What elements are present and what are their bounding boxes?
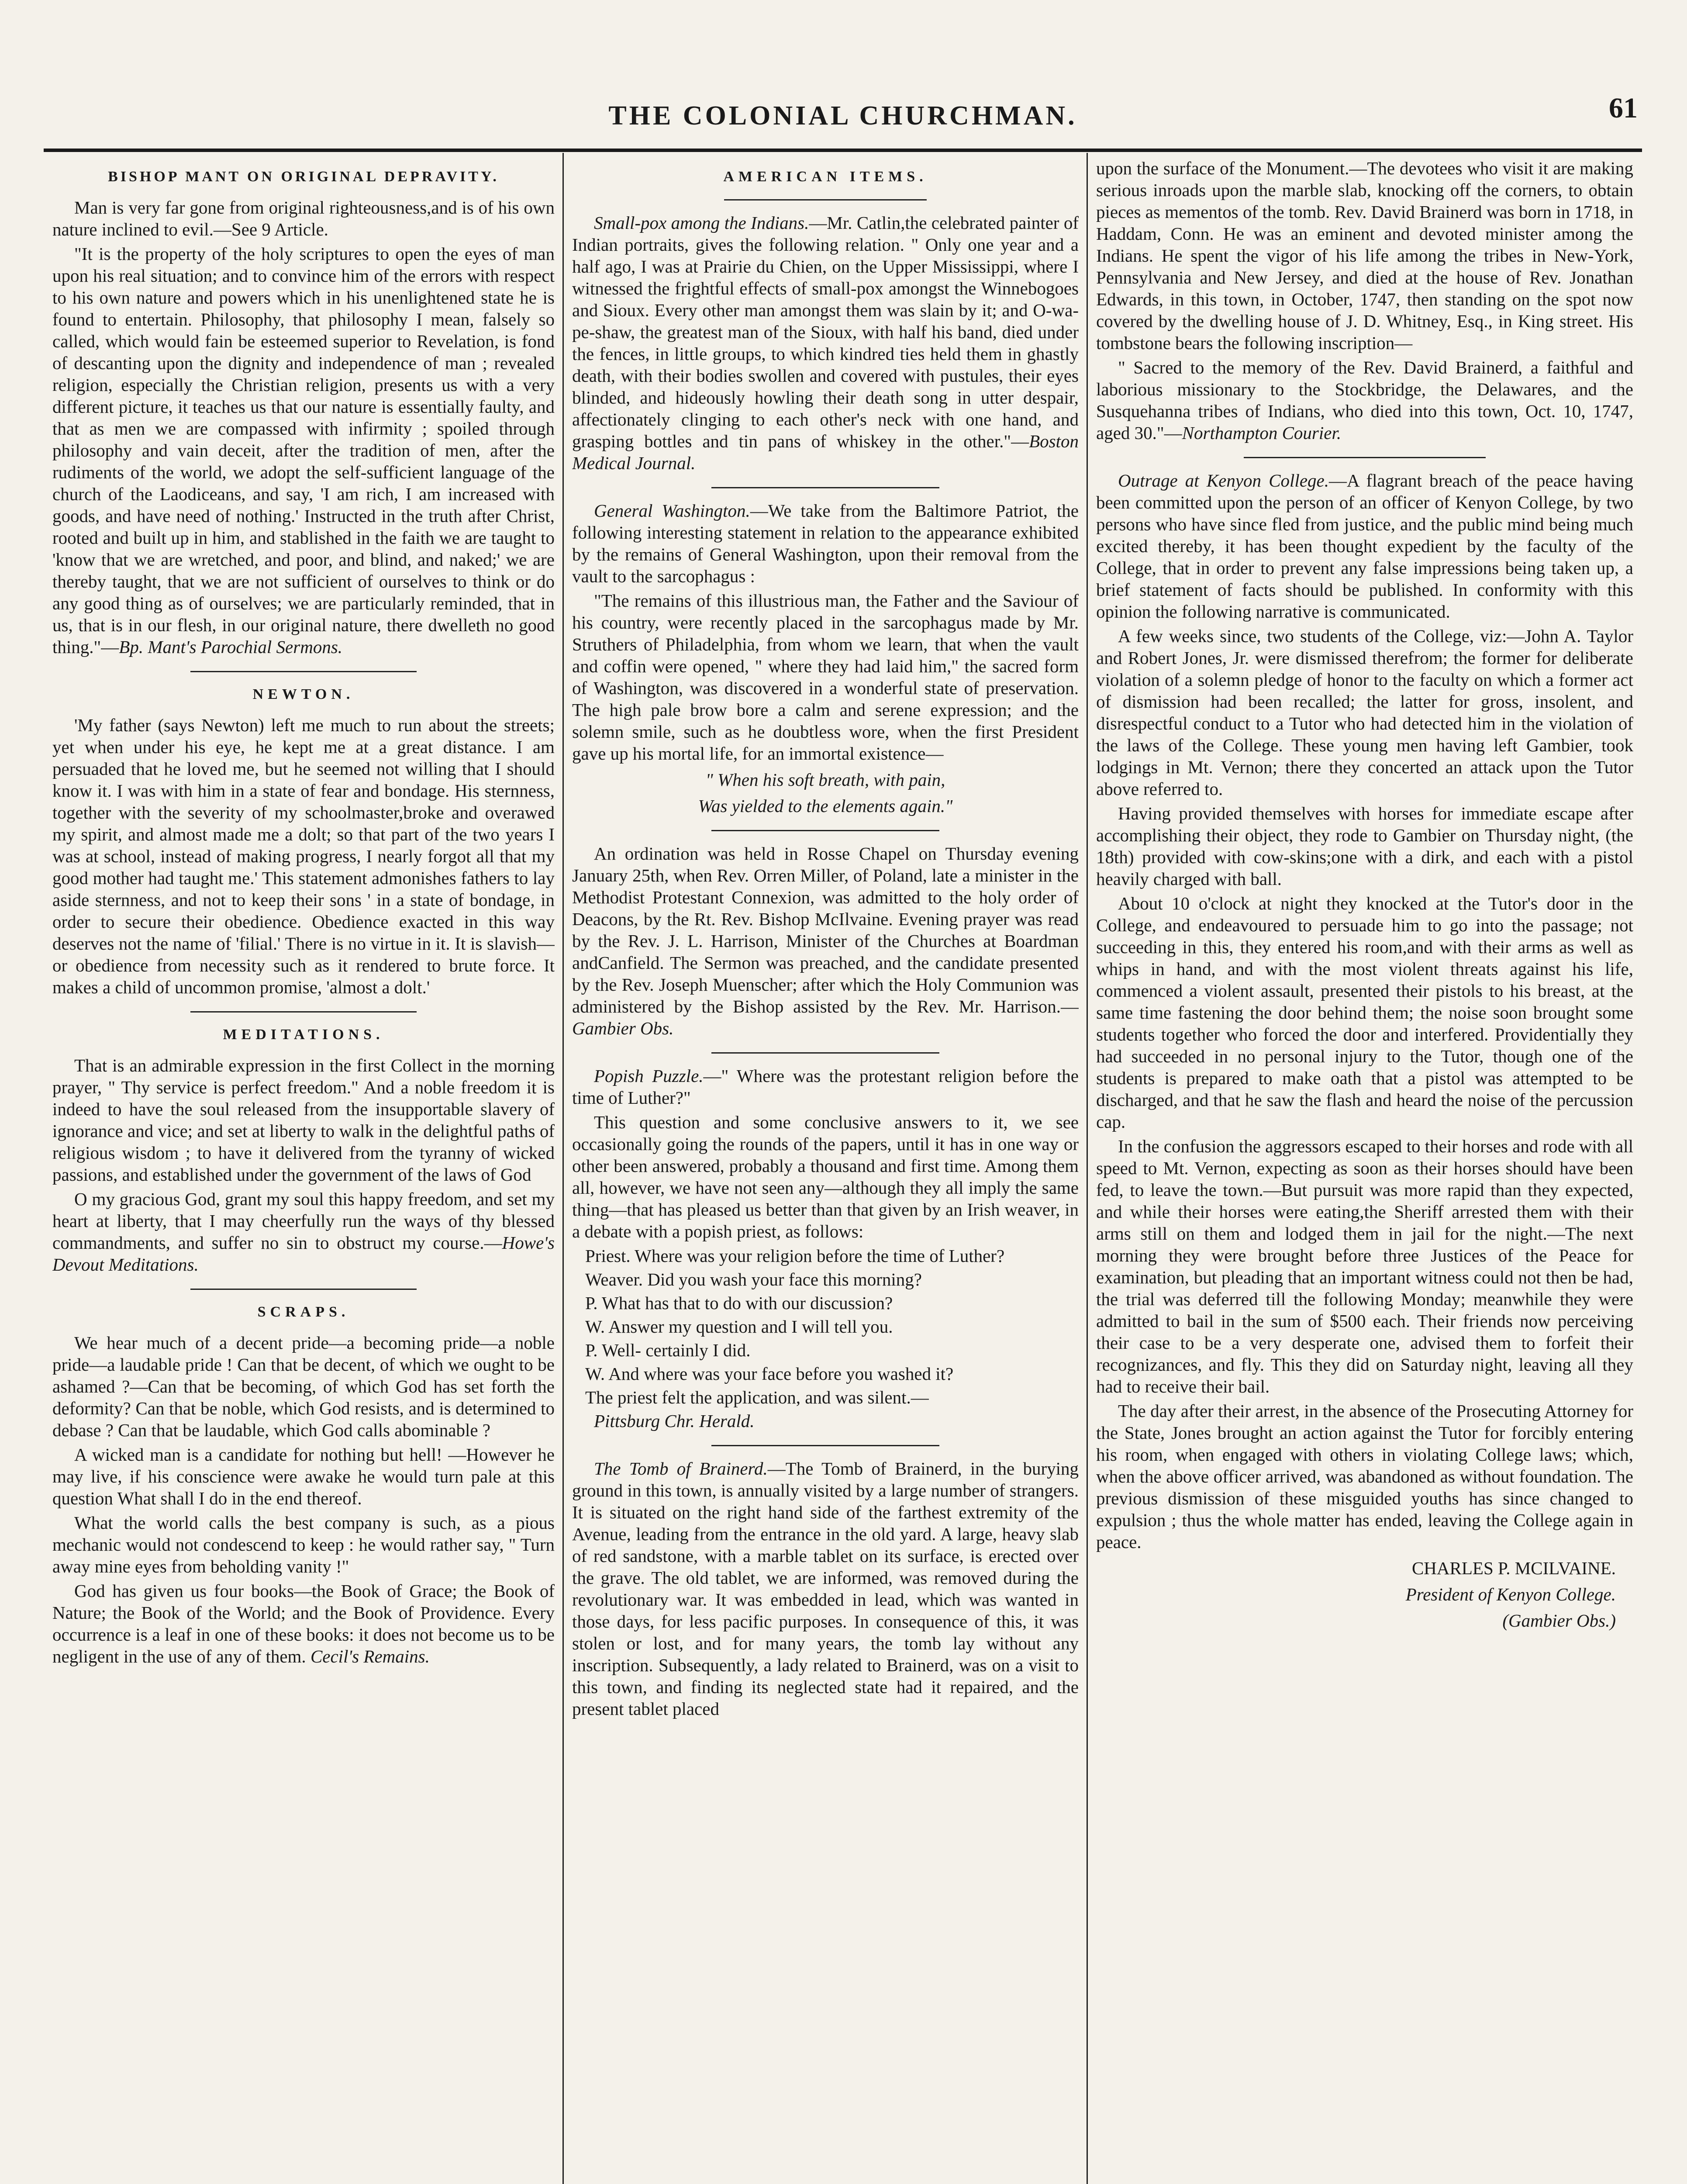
paragraph-text: —" Where was the protestant religion before the time of Luther?" [572,1066,1079,1108]
paragraph-text: —We take from the Baltimore Patriot, the following interesting statement in relation to the appearance exhibited by the remains of General Washington, upon their removal from the vault to the sarcophagus : [572,501,1079,586]
column-3 [1096,157,1633,2184]
article-lead: Small-pox among the Indians. [594,213,809,233]
divider [724,199,927,200]
dialogue-line: W. And where was your face before you washed it? [585,1364,954,1384]
signature-name: CHARLES P. MCILVAINE. [1411,1558,1616,1578]
article-newton [52,684,555,998]
attribution: Pittsburg Chr. Herald. [594,1411,755,1431]
paragraph-text: "It is the property of the holy scriptures to open the eyes of man upon his real situation; and to convince him of the errors with respect to his own nature and powers which in his unenlightened state he is found to entertain. Philosophy, that philosophy I mean, falsely so called, which would fain be esteemed superior to Revelation, is fond of descanting upon the dignity and independence of man ; revealed religion, especially the Christian religion, presents us with a very different picture, it teaches us that our nature is essentially faulty, and that as men we are compassed with infirmity ; spoiled through philosophy and vain deceit, after the tradition of men, after the rudiments of the world, we adopt the self-sufficient language of the church of the Laodiceans, and say, 'I am rich, I am increased with goods, and have need of nothing.' Instructed in the truth after Christ, rooted and built up in him, and stablished in the faith we are taught to 'know that we are wretched, and poor, and blind, and naked;' we are thereby taught, that we are not sufficient of ourselves to think or do any good thing as of ourselves; we are particularly reminded, that in us, that is in our flesh, in our original nature, there dwelleth no good thing."— [52,244,555,657]
article-paragraph: What the world calls the best company is such, as a pious mechanic would not condescend to keep : he would rather say, " Turn away mine eyes from beholding vanity !" [52,1513,555,1576]
article-paragraph: 'My father (says Newton) left me much to run about the streets; yet when under his eye, he kept me at a great distance. I am persuaded that he loved me, but he seemed not willing that I should know it. I was with him in a state of fear and bondage. His sternness, together with the severity of my schoolmaster,broke and overawed my spirit, and almost made me a dolt; so that part of the two years I was at school, instead of making progress, I nearly forgot all that my good mother had taught me.' This statement admonishes fathers to lay aside sternness, and not to keep their sons ' in a state of bondage, in order to secure their obedience. Obedience exacted in this way deserves not the name of 'filial.' There is no virtue in it. It is slavish—or obedience from necessity such as it rendered to brute force. It makes a child of uncommon promise, 'almost a dolt.' [52,715,555,997]
divider [190,1011,417,1013]
attribution: Bp. Mant's Parochial Sermons. [119,637,343,657]
article-lead: General Washington. [594,501,750,521]
article-paragraph [572,212,1079,474]
dialogue-line: P. Well- certainly I did. [585,1340,751,1360]
paragraph-text: " Sacred to the memory of the Rev. David Brainerd, a faithful and laborious missionary to the Stockbridge, the Delawares, and the Susquehanna tribes of Indians, who died into this town, Oct. 10, 1747, aged 30."— [1096,357,1633,443]
column-rule-1 [562,153,564,2184]
article-tomb-continued [1096,157,1633,444]
dialogue-line: Weaver. Did you wash your face this morning? [585,1269,922,1289]
paragraph-text: God has given us four books—the Book of Grace; the Book of Nature; the Book of the World; and the Book of Providence. Every occurrence is a leaf in one of these books: it does not become us to be negligent in the use of any of them. [52,1581,555,1666]
newspaper-title: THE COLONIAL CHURCHMAN. [608,101,1077,131]
article-paragraph [1096,356,1633,444]
article-scraps [52,1301,555,1667]
column-rule-2 [1087,153,1088,2184]
dialogue-line: Priest. Where was your religion before the time of Luther? [585,1246,1005,1266]
paragraph-text: —A flagrant breach of the peace having been committed upon the person of an officer of Kenyon College, by two persons who have since fled from justice, and the public mind being much excited thereby, it has been thought expedient by the faculty of the College, that in order to prevent any false impressions being taken up, a brief statement of facts should be published. In conformity with this opinion the following narrative is communicated. [1096,470,1633,622]
attribution: Gambier Obs. [572,1018,674,1038]
article-paragraph: The day after their arrest, in the absence of the Prosecuting Attorney for the State, Jones brought an action against the Tutor for forcibly entering his room, when engaged with others in violating College laws; which, when the above officer arrived, was abandoned as without foundation. The previous dismission of these misguided youths has since changed to expulsion ; thus the whole matter has ended, leaving the College again in peace. [1096,1401,1633,1552]
article-paragraph: About 10 o'clock at night they knocked at the Tutor's door in the College, and endeavoured to persuade him to go into the passage; not succeeding in this, they entered his room,and with their arms as well as whips in hand, and with the most violent threats against his life, commenced a violent assault, presented their pistols to his breast, at the same time fastening the door behind them; the noise soon brought some students together who forced the door and interfered. Providentially they had succeeded in no personal injury to the Tutor, though one of the students is prepared to make oath that a pistol was attempted to be discharged, and that he saw the flash and heard the noise of the percussion cap. [1096,893,1633,1132]
article-tomb-of-brainerd [572,1458,1079,1720]
dialogue-line: W. Answer my question and I will tell you. [585,1317,893,1337]
column-2 [572,157,1079,2184]
article-paragraph [52,1580,555,1667]
divider [711,830,939,831]
attribution: Boston Medical Journal. [572,431,1079,473]
article-paragraph [52,243,555,658]
article-paragraph [572,1065,1079,1109]
dialogue-line: P. What has that to do with our discussion? [585,1293,893,1313]
article-paragraph: "The remains of this illustrious man, the Father and the Saviour of his country, were recently placed in the sarcophagus made by Mr. Struthers of Philadelphia, from whom we learn, that when the vault and coffin were opened, " where they had laid him," the sacred form of Washington, was discovered in a wonderful state of preservation. The high pale brow bore a calm and serene expression; and the solemn smile, such as he doubtless wore, when the first President gave up his mortal life, for an immortal existence— [572,591,1079,764]
article-paragraph: We hear much of a decent pride—a becoming pride—a noble pride—a laudable pride ! Can that be decent, of which we ought to be ashamed ?—Can that be becoming, of which God has set forth the deformity? Can that be noble, which God resists, and is determined to debase ? Can that be laudable, which God calls abominable ? [52,1333,555,1440]
section-heading: AMERICAN ITEMS. [723,169,928,185]
masthead [44,87,1642,152]
article-meditations [52,1024,555,1275]
divider [711,487,939,488]
paragraph-text: O my gracious God, grant my soul this happy freedom, and set my heart at liberty, that I may cheerfully run the ways of thy blessed commandments, and suffer no sin to obstruct my course.— [52,1189,555,1253]
article-kenyon-outrage [1096,470,1633,1631]
article-paragraph [572,843,1079,1039]
article-paragraph: Man is very far gone from original righteousness,and is of his own nature inclined to evil.—See 9 Article. [52,197,555,239]
article-lead: The Tomb of Brainerd. [594,1458,768,1479]
article-heading: NEWTON. [252,686,355,702]
column-1 [52,157,555,2184]
article-lead: Popish Puzzle. [594,1066,704,1086]
article-paragraph: A wicked man is a candidate for nothing but hell! —However he may live, if his conscience were awake he would turn pale at this question What shall I do in the end thereof. [52,1444,555,1508]
article-washington [572,500,1079,817]
article-ordination [572,843,1079,1039]
divider [190,671,417,672]
dialogue-line: The priest felt the application, and was silent.— [585,1387,929,1407]
page-number: 61 [1609,92,1638,124]
article-paragraph [572,1458,1079,1720]
article-paragraph: upon the surface of the Monument.—The devotees who visit it are making serious inroads upon the marble slab, knocking off the corners, to obtain pieces as mementos of the tomb. Rev. David Brainerd was born in 1718, in Haddam, Conn. He was an eminent and devoted minister among the Indians. He spent the vigor of his life among the tribes in New-York, Pennsylvania and New Jersey, and died at the house of Rev. Jonathan Edwards, in this town, in October, 1747, then standing on the spot now covered by the dwelling house of J. D. Whitney, Esq., in King street. His tombstone bears the following inscription— [1096,158,1633,353]
article-paragraph [52,1188,555,1275]
article-smallpox [572,212,1079,474]
article-heading: BISHOP MANT ON ORIGINAL DEPRAVITY. [108,169,499,185]
article-lead: Outrage at Kenyon College. [1118,470,1329,491]
divider [711,1445,939,1446]
attribution: Northampton Courier. [1182,423,1342,443]
paragraph-text: An ordination was held in Rosse Chapel on Thursday evening January 25th, when Rev. Orren Miller, of Poland, late a minister in the Methodist Protestant Connexion, was admitted to the holy order of Deacons, by the Rt. Rev. Bishop McIlvaine. Evening prayer was read by the Rev. J. L. Harrison, Minister of the Churches at Boardman andCanfield. The Sermon was preached, and the candidate presented by the Rev. Joseph Muenscher; after which the Holy Communion was administered by the Bishop assisted by the Rev. Mr. Harrison.— [572,843,1079,1016]
article-paragraph: In the confusion the aggressors escaped to their horses and rode with all speed to Mt. Vernon, expecting as soon as their horses should have been fed, to leave the town.—But pursuit was more rapid than they expected, and while their horses were eating,the Sheriff arrested them with their arms still on them and lodged them in jail for the night.—The next morning they were brought before three Justices of the Peace for examination, but pleading that an important witness could not then be had, the trial was deferred till the following Monday; meanwhile they were admitted to bail in the sum of $500 each. Their friends now perceiving their case to be a very desperate one, advised them to forfeit their recognizances, and fly. This they did on Saturday night, leaving all they had to receive their bail. [1096,1136,1633,1396]
verse-line: Was yielded to the elements again." [698,796,953,816]
article-bishop-mant [52,166,555,658]
paragraph-text: —The Tomb of Brainerd, in the burying ground in this town, is annually visited by a large number of strangers. It is situated on the right hand side of the farthest extremity of the Avenue, leading from the entrance in the old yard. A large, heavy slab of red sandstone, with a marble tablet on its surface, is erected over the grave. The old tablet, we are informed, was removed during the revolutionary war. It was embedded in lead, which was wanted in those days, for less pacific purposes. In consequence of this, it was stolen or lost, and for many years, the tomb lay without any inscription. Subsequently, a lady related to Brainerd, was on a visit to this town, and finding its neglected state had it repaired, and the present tablet placed [572,1458,1079,1719]
article-popish-puzzle [572,1065,1079,1432]
attribution: Howe's Devout Meditations. [52,1233,555,1275]
divider [190,1289,417,1290]
article-heading: MEDITATIONS. [223,1026,384,1043]
divider [711,1052,939,1054]
article-heading: SCRAPS. [257,1304,350,1320]
verse-line: " When his soft breath, with pain, [705,770,945,790]
signature-title: President of Kenyon College. [1405,1584,1616,1604]
article-paragraph: Having provided themselves with horses for immediate escape after accomplishing their object, they rode to Gambier on Thursday night, (the 18th) provided with cow-skins;one with a dirk, and each with a pistol heavily charged with ball. [1096,803,1633,889]
article-paragraph: That is an admirable expression in the first Collect in the morning prayer, " Thy service is perfect freedom." And a noble freedom it is indeed to have the soul released from the insupportable slavery of ignorance and vice; and set at liberty to walk in the delightful paths of religious wisdom ; to have it delivered from the tyranny of wicked passions, and established under the government of the laws of God [52,1055,555,1185]
article-paragraph: A few weeks since, two students of the College, viz:—John A. Taylor and Robert Jones, Jr. were dismissed therefrom; the former for deliberate violation of a solemn pledge of honor to the faculty on which a former act of dismission had been recalled; the latter for gross, insolent, and disrespectful conduct to a Tutor who had detected him in the violation of the laws of the College. These young men having left Gambier, took lodgings in Mt. Vernon; there they concerted an attack upon the Tutor above referred to. [1096,626,1633,799]
article-paragraph [1096,470,1633,622]
paragraph-text: —Mr. Catlin,the celebrated painter of Indian portraits, gives the following relation. " Only one year and a half ago, I was at Prairie du Chien, on the Upper Mississippi, where I witnessed the frightful effects of small-pox amongst the Winnebogoes and Sioux. Every other man amongst them was slain by it; and O-wa-pe-shaw, the greatest man of the Sioux, with half his band, died under the fences, in little groups, to which kindred ties held them in ghastly death, with their bodies swollen and covered with pustules, their eyes blinded, and hideously howling their death song in utter despair, affectionately clinging to each other's neck with one hand, and grasping bottles and tin pans of whiskey in the other."— [572,213,1079,451]
article-paragraph: This question and some conclusive answers to it, we see occasionally going the rounds of the papers, until it has in one way or other been answered, probably a thousand and first time. Among them all, however, we have not seen any—although they all imply the same thing—that has pleased us better than that given by an Irish weaver, in a debate with a popish priest, as follows: [572,1112,1079,1241]
attribution: Cecil's Remains. [310,1646,430,1666]
signature-source: (Gambier Obs.) [1502,1610,1616,1631]
divider [1244,457,1486,458]
article-paragraph [572,500,1079,587]
